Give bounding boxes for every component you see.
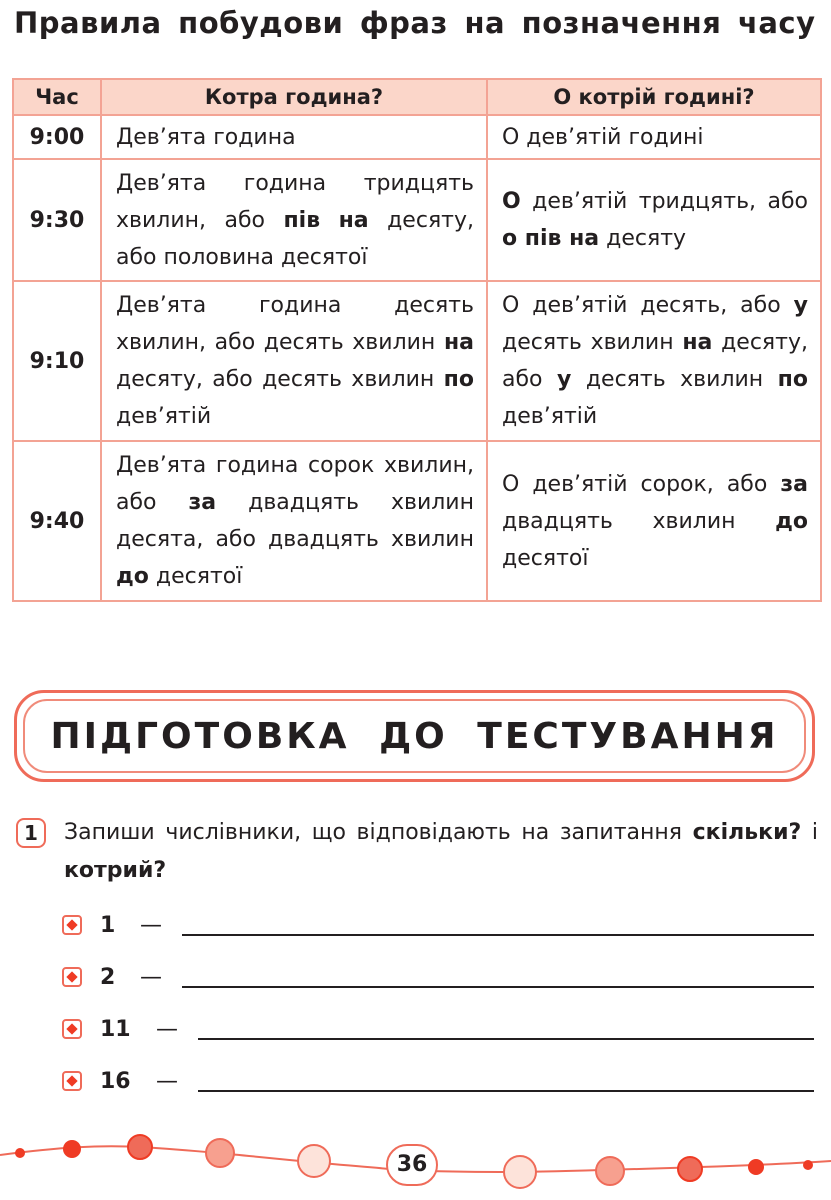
which-hour-cell: Дев’ята година сорок хвилин, або за двадцять хвилин десята, або двадцять хвилин до десятої — [101, 441, 487, 601]
answer-line[interactable] — [198, 1090, 814, 1092]
bead-icon — [678, 1157, 702, 1181]
item-number: 11 — [100, 1017, 131, 1042]
bead-icon — [63, 1140, 81, 1158]
item-dash: — — [140, 913, 162, 938]
page-title: Правила побудови фраз на позначення часу — [14, 6, 816, 40]
bead-icon — [15, 1148, 25, 1158]
answer-line[interactable] — [182, 986, 814, 988]
at-which-hour-cell: О дев’ятій десять, або у десять хвилин на десяту, або у десять хвилин по дев’ятій — [487, 281, 821, 441]
bead-icon — [128, 1135, 152, 1159]
task-instruction: Запиши числівники, що відповідають на запитання скільки? і котрий? — [64, 820, 818, 883]
diamond-bullet-icon — [62, 1019, 82, 1039]
section-banner — [14, 690, 815, 782]
item-number: 2 — [100, 965, 116, 990]
answer-line[interactable] — [198, 1038, 814, 1040]
bead-icon — [596, 1157, 624, 1185]
bead-icon — [206, 1139, 234, 1167]
section-banner-frame — [23, 699, 806, 773]
at-which-hour-cell: О дев’ятій тридцять, або о пів на десяту — [487, 159, 821, 281]
at-which-hour-cell: О дев’ятій сорок, або за двадцять хвилин до десятої — [487, 441, 821, 601]
answer-item — [62, 912, 822, 942]
item-number: 16 — [100, 1069, 131, 1094]
bead-icon — [504, 1156, 536, 1188]
at-which-hour-cell: О дев’ятій годині — [487, 115, 821, 159]
answer-item — [62, 964, 822, 994]
diamond-bullet-icon — [62, 967, 82, 987]
time-phrases-table — [12, 78, 822, 602]
which-hour-cell: Дев’ята година десять хвилин, або десять хвилин на десяту, або десять хвилин по дев’ятій — [101, 281, 487, 441]
bead-icon — [803, 1160, 813, 1170]
time-cell: 9:40 — [13, 441, 101, 601]
item-number: 1 — [100, 913, 116, 938]
table-row — [13, 281, 821, 441]
bead-icon — [298, 1145, 330, 1177]
answer-item — [62, 1068, 822, 1098]
time-cell: 9:00 — [13, 115, 101, 159]
item-dash: — — [156, 1069, 178, 1094]
task-number-badge: 1 — [16, 818, 46, 848]
header-which-hour: Котра година? — [101, 79, 487, 115]
header-at-which-hour: О котрій годині? — [487, 79, 821, 115]
header-time: Час — [13, 79, 101, 115]
page-number: 36 — [386, 1144, 438, 1186]
time-cell: 9:10 — [13, 281, 101, 441]
bead-icon — [748, 1159, 764, 1175]
item-dash: — — [140, 965, 162, 990]
diamond-bullet-icon — [62, 915, 82, 935]
table-row — [13, 441, 821, 601]
diamond-bullet-icon — [62, 1071, 82, 1091]
answer-line[interactable] — [182, 934, 814, 936]
which-hour-cell: Дев’ята година — [101, 115, 487, 159]
time-cell: 9:30 — [13, 159, 101, 281]
table-header-row — [13, 79, 821, 115]
section-banner-title: ПІДГОТОВКА ДО ТЕСТУВАННЯ — [50, 715, 779, 757]
item-dash: — — [156, 1017, 178, 1042]
answer-item — [62, 1016, 822, 1046]
table-row — [13, 159, 821, 281]
table-row — [13, 115, 821, 159]
which-hour-cell: Дев’ята година тридцять хвилин, або пів на десяту, або половина десятої — [101, 159, 487, 281]
